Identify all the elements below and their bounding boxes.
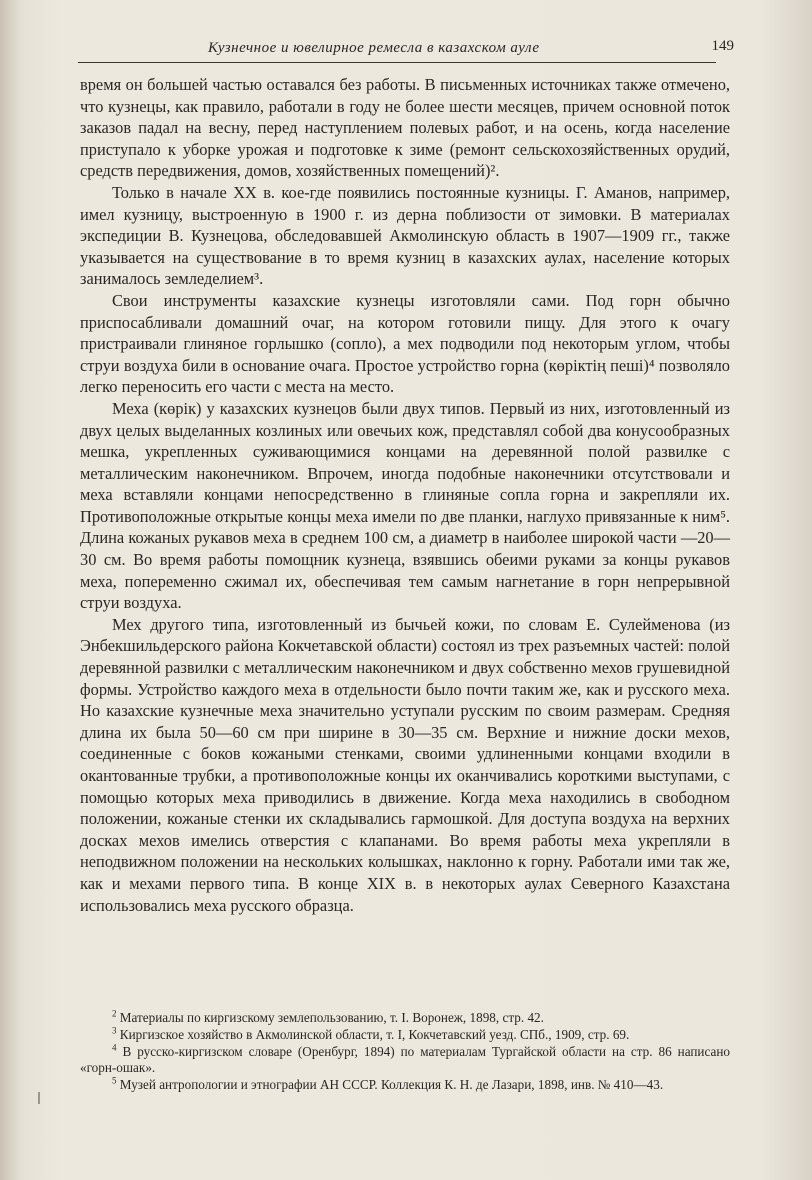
footnote-text: Киргизское хозяйство в Акмолинской области, т. I, Кокчетавский уезд. СПб., 1909, стр. 69.: [119, 1027, 630, 1042]
footnote: [80, 1027, 730, 1043]
paragraph: время он большей частью оставался без работы. В письменных источниках также отмечено, что кузнецы, как правило, работали в году не более шести месяцев, причем основной поток заказов падал на весну, перед наступлением полевых работ, и на осень, когда население приступало к уборке урожая и подготовке к зиме (ремонт сельскохозяйственных орудий, средств передвижения, домов, хозяйственных помещений)².: [80, 75, 730, 181]
footnote-text: Материалы по киргизскому землепользованию, т. I. Воронеж, 1898, стр. 42.: [119, 1010, 544, 1025]
page-number: 149: [711, 38, 734, 54]
footnote: [80, 1044, 730, 1076]
footnote-mark: 5: [112, 1075, 117, 1086]
footnote-mark: 4: [112, 1042, 117, 1053]
footnote: [80, 1077, 730, 1093]
running-title: Кузнечное и ювелирное ремесла в казахском ауле: [208, 40, 540, 56]
footnote: [80, 1010, 730, 1026]
margin-mark: [38, 1092, 40, 1104]
footnote-mark: 2: [112, 1008, 117, 1019]
paragraph: Мех другого типа, изготовленный из бычьей кожи, по словам Е. Сулейменова (из Энбекшильдерского района Кокчетавской области) состоял из трех разъемных частей: полой деревянной развилки с металлическим наконечником и двух собственно мехов грушевидной формы. Устройство каждого меха в отдельности было почти таким же, как и русского меха. Но казахские кузнечные меха значительно уступали русским по своим размерам. Средняя длина их была 50—60 см при ширине в 30—35 см. Верхние и нижние доски мехов, соединенные с боков кожаными стенками, своими удлиненными концами входили в окантованные трубки, а противоположные концы их оканчивались короткими выступами, с помощью которых меха приводились в движение. Когда меха находились в свободном положении, кожаные стенки их складывались гармошкой. Для доступа воздуха на верхних досках мехов имелись отверстия с клапанами. Во время работы меха укрепляли в неподвижном положении на нескольких колышках, наклонно к горну. Работали ими так же, как и мехами первого типа. В конце XIX в. в некоторых аулах Северного Казахстана использовались меха русского образца.: [80, 614, 730, 915]
main-text: [80, 74, 730, 916]
footnote-text: Музей антропологии и этнографии АН СССР. Коллекция К. Н. де Лазари, 1898, инв. № 410—43.: [119, 1077, 664, 1092]
page-header: [78, 38, 734, 63]
footnote-text: В русско-киргизском словаре (Оренбург, 1894) по материалам Тургайской области на стр. 86 написано «горн-ошак».: [80, 1044, 731, 1075]
footnotes: [80, 1010, 730, 1094]
footnote-mark: 3: [112, 1025, 117, 1036]
paragraph: Свои инструменты казахские кузнецы изготовляли сами. Под горн обычно приспосабливали домашний очаг, на котором готовили пищу. Для этого к очагу пристраивали глиняное горлышко (сопло), а мех подводили под некоторым углом, чтобы струи воздуха били в основание очага. Простое устройство горна (көріктің пеші)⁴ позволяло легко переносить его части с места на место.: [80, 290, 730, 397]
paragraph: Только в начале XX в. кое-где появились постоянные кузницы. Г. Аманов, например, имел кузницу, выстроенную в 1900 г. из дерна поблизости от зимовки. В материалах экспедиции В. Кузнецова, обследовавшей Акмолинскую область в 1907—1909 гг., также указывается на существование в то время кузниц в казахских аулах, население которых занималось земледелием³.: [80, 182, 730, 289]
paragraph: Меха (көрік) у казахских кузнецов были двух типов. Первый из них, изготовленный из двух целых выделанных козлиных или овечьих кож, представлял собой два конусообразных мешка, укрепленных суживающимися концами на деревянной полой развилке с металлическим наконечником. Впрочем, иногда подобные наконечники отсутствовали и меха вставляли концами непосредственно в глиняные сопла горна и закрепляли их. Противоположные открытые концы меха имели по две планки, наглухо привязанные к ним⁵. Длина кожаных рукавов меха в среднем 100 см, а диаметр в наиболее широкой части —20—30 см. Во время работы помощник кузнеца, взявшись обеими руками за концы рукавов меха, попеременно сжимал их, обеспечивая тем самым нагнетание в горн непрерывной струи воздуха.: [80, 398, 730, 613]
